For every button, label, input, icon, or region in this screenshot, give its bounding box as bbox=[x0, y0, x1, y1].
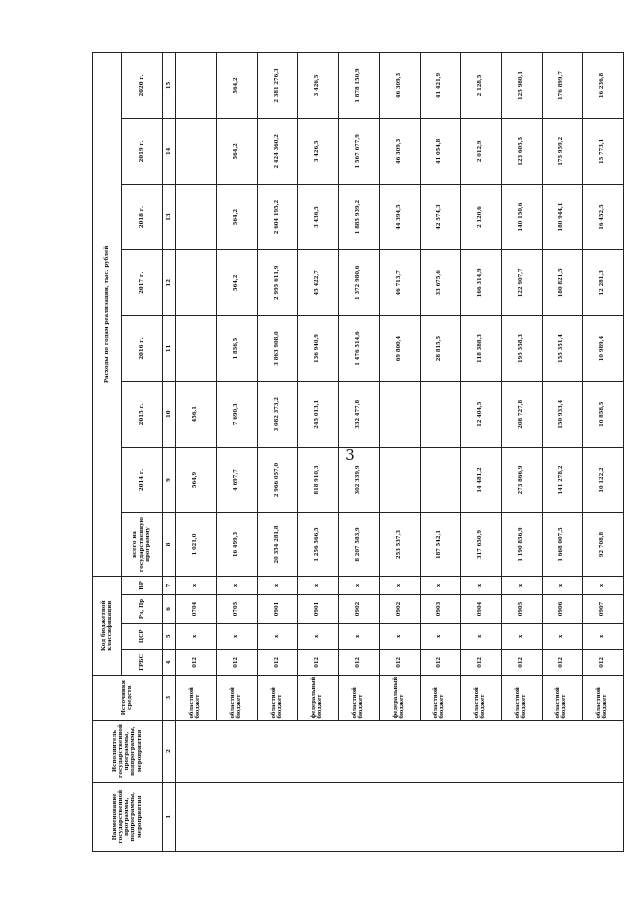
total-cell: 317 650,9 bbox=[461, 513, 502, 576]
total-cell: 92 708,8 bbox=[583, 513, 624, 576]
column-number: 10 bbox=[162, 381, 176, 447]
year-cell: 180 944,1 bbox=[542, 184, 583, 250]
source-cell: областной бюджет bbox=[420, 675, 461, 720]
rzpr-cell: 0903 bbox=[420, 595, 461, 624]
year-cell: 141 278,2 bbox=[542, 447, 583, 513]
column-number: 11 bbox=[162, 316, 176, 382]
header-year: 2020 г. bbox=[121, 53, 162, 119]
table-row bbox=[176, 53, 217, 852]
vr-cell: х bbox=[257, 576, 298, 595]
rzpr-cell: 0904 bbox=[461, 595, 502, 624]
grbs-cell: 012 bbox=[176, 649, 217, 675]
source-cell: федеральный бюджет bbox=[298, 675, 339, 720]
year-cell: 2 604 195,2 bbox=[257, 184, 298, 250]
vr-cell: х bbox=[176, 576, 217, 595]
year-cell: 2 424 360,2 bbox=[257, 118, 298, 184]
program-name-cell bbox=[176, 782, 624, 851]
year-cell: 166 314,9 bbox=[461, 250, 502, 316]
year-cell: 332 477,8 bbox=[339, 381, 380, 447]
year-cell: 1 372 980,6 bbox=[339, 250, 380, 316]
column-number: 9 bbox=[162, 447, 176, 513]
header-csr: ЦСР bbox=[121, 623, 162, 649]
csr-cell: х bbox=[501, 623, 542, 649]
csr-cell: х bbox=[583, 623, 624, 649]
vr-cell: х bbox=[298, 576, 339, 595]
year-cell: 28 815,5 bbox=[420, 316, 461, 382]
year-cell: 122 907,7 bbox=[501, 250, 542, 316]
column-number: 3 bbox=[162, 675, 176, 720]
total-cell: 253 537,3 bbox=[379, 513, 420, 576]
grbs-cell: 012 bbox=[420, 649, 461, 675]
year-cell: 10 989,4 bbox=[583, 316, 624, 382]
year-cell bbox=[176, 316, 217, 382]
rzpr-cell: 0902 bbox=[379, 595, 420, 624]
csr-cell: х bbox=[420, 623, 461, 649]
year-cell: 2 012,9 bbox=[461, 118, 502, 184]
grbs-cell: 012 bbox=[542, 649, 583, 675]
source-cell: областной бюджет bbox=[257, 675, 298, 720]
header-source: Источники средств bbox=[93, 675, 163, 720]
year-cell bbox=[379, 381, 420, 447]
rzpr-cell: 0906 bbox=[542, 595, 583, 624]
year-cell: 195 558,3 bbox=[501, 316, 542, 382]
vr-cell: х bbox=[339, 576, 380, 595]
header-year: 2019 г. bbox=[121, 118, 162, 184]
rzpr-cell: 0901 bbox=[257, 595, 298, 624]
year-cell: 136 940,9 bbox=[298, 316, 339, 382]
year-cell: 46 309,3 bbox=[379, 118, 420, 184]
total-cell: 1 668 007,5 bbox=[542, 513, 583, 576]
year-cell: 41 054,8 bbox=[420, 118, 461, 184]
year-cell: 44 394,5 bbox=[379, 184, 420, 250]
header-executor: Исполнитель государственной программы, подпрограммы, мероприятия bbox=[93, 720, 163, 782]
year-cell: 2 381 276,3 bbox=[257, 53, 298, 119]
csr-cell: х bbox=[339, 623, 380, 649]
year-cell: 45 422,7 bbox=[298, 250, 339, 316]
year-cell: 42 574,3 bbox=[420, 184, 461, 250]
header-rzpr: Рз, Пр bbox=[121, 595, 162, 624]
year-cell: 125 980,1 bbox=[501, 53, 542, 119]
year-cell bbox=[176, 118, 217, 184]
source-cell: областной бюджет bbox=[542, 675, 583, 720]
vr-cell: х bbox=[420, 576, 461, 595]
header-name: Наименование государственной программы, подпрограммы, мероприятия bbox=[93, 782, 163, 851]
source-cell: областной бюджет bbox=[583, 675, 624, 720]
rzpr-cell: 0902 bbox=[339, 595, 380, 624]
year-cell: 273 866,9 bbox=[501, 447, 542, 513]
year-cell: 175 959,2 bbox=[542, 118, 583, 184]
total-cell: 20 354 281,8 bbox=[257, 513, 298, 576]
source-cell: областной бюджет bbox=[217, 675, 258, 720]
year-cell: 564,9 bbox=[176, 447, 217, 513]
grbs-cell: 012 bbox=[339, 649, 380, 675]
csr-cell: х bbox=[379, 623, 420, 649]
year-cell: 564,2 bbox=[217, 250, 258, 316]
header-year: 2017 г. bbox=[121, 250, 162, 316]
year-cell: 3 082 373,2 bbox=[257, 381, 298, 447]
year-cell: 1 856,5 bbox=[217, 316, 258, 382]
year-cell: 12 404,5 bbox=[461, 381, 502, 447]
source-cell: федеральный бюджет bbox=[379, 675, 420, 720]
year-cell: 456,1 bbox=[176, 381, 217, 447]
vr-cell: х bbox=[583, 576, 624, 595]
year-cell: 33 675,6 bbox=[420, 250, 461, 316]
year-cell: 1 885 939,2 bbox=[339, 184, 380, 250]
header-year: 2016 г. bbox=[121, 316, 162, 382]
year-cell: 4 697,7 bbox=[217, 447, 258, 513]
year-cell: 245 013,1 bbox=[298, 381, 339, 447]
year-cell bbox=[420, 381, 461, 447]
year-cell: 41 421,9 bbox=[420, 53, 461, 119]
year-cell: 3 863 908,0 bbox=[257, 316, 298, 382]
csr-cell: х bbox=[217, 623, 258, 649]
year-cell: 46 713,7 bbox=[379, 250, 420, 316]
year-cell: 46 309,3 bbox=[379, 53, 420, 119]
year-cell: 2 128,5 bbox=[461, 53, 502, 119]
header-year: 2015 г. bbox=[121, 381, 162, 447]
column-number: 5 bbox=[162, 623, 176, 649]
year-cell: 16 236,8 bbox=[583, 53, 624, 119]
column-number: 12 bbox=[162, 250, 176, 316]
csr-cell: х bbox=[298, 623, 339, 649]
vr-cell: х bbox=[217, 576, 258, 595]
source-cell: областной бюджет bbox=[339, 675, 380, 720]
year-cell: 208 727,8 bbox=[501, 381, 542, 447]
year-cell: 3 426,5 bbox=[298, 118, 339, 184]
year-cell: 123 605,5 bbox=[501, 118, 542, 184]
year-cell: 564,2 bbox=[217, 118, 258, 184]
rzpr-cell: 0901 bbox=[298, 595, 339, 624]
year-cell bbox=[176, 53, 217, 119]
year-cell: 2 995 611,9 bbox=[257, 250, 298, 316]
year-cell: 1 567 677,9 bbox=[339, 118, 380, 184]
year-cell: 12 281,3 bbox=[583, 250, 624, 316]
year-cell: 564,2 bbox=[217, 53, 258, 119]
column-number: 13 bbox=[162, 184, 176, 250]
year-cell: 3 426,5 bbox=[298, 53, 339, 119]
column-number: 14 bbox=[162, 118, 176, 184]
header-total: всего на государственную программу bbox=[121, 513, 162, 576]
year-cell: 564,2 bbox=[217, 184, 258, 250]
source-cell: областной бюджет bbox=[501, 675, 542, 720]
year-cell: 2 966 057,0 bbox=[257, 447, 298, 513]
column-number: 15 bbox=[162, 53, 176, 119]
total-cell: 16 499,3 bbox=[217, 513, 258, 576]
column-number: 7 bbox=[162, 576, 176, 595]
header-grbs: ГРБС bbox=[121, 649, 162, 675]
csr-cell: х bbox=[176, 623, 217, 649]
year-cell: 3 436,5 bbox=[298, 184, 339, 250]
header-year: 2014 г. bbox=[121, 447, 162, 513]
page-number: 3 bbox=[345, 446, 355, 464]
year-cell: 150 933,4 bbox=[542, 381, 583, 447]
rzpr-cell: 0705 bbox=[217, 595, 258, 624]
year-cell: 302 339,9 bbox=[339, 447, 380, 513]
column-number: 2 bbox=[162, 720, 176, 782]
header-expenses: Расходы по годам реализации, тыс. рублей bbox=[93, 53, 122, 577]
grbs-cell: 012 bbox=[298, 649, 339, 675]
grbs-cell: 012 bbox=[379, 649, 420, 675]
year-cell bbox=[176, 184, 217, 250]
rzpr-cell: 0905 bbox=[501, 595, 542, 624]
year-cell: 118 388,3 bbox=[461, 316, 502, 382]
year-cell: 16 452,5 bbox=[583, 184, 624, 250]
vr-cell: х bbox=[501, 576, 542, 595]
budget-table-rotated bbox=[92, 52, 624, 852]
year-cell: 180 821,5 bbox=[542, 250, 583, 316]
vr-cell: х bbox=[542, 576, 583, 595]
year-cell: 818 910,3 bbox=[298, 447, 339, 513]
vr-cell: х bbox=[379, 576, 420, 595]
header-vr: ВР bbox=[121, 576, 162, 595]
year-cell bbox=[379, 447, 420, 513]
source-cell: областной бюджет bbox=[461, 675, 502, 720]
total-cell: 187 542,1 bbox=[420, 513, 461, 576]
column-number: 4 bbox=[162, 649, 176, 675]
header-budget-code: Код бюджетной классификации bbox=[93, 576, 122, 675]
year-cell: 7 690,3 bbox=[217, 381, 258, 447]
executor-cell bbox=[176, 720, 624, 782]
total-cell: 8 207 583,9 bbox=[339, 513, 380, 576]
column-number: 6 bbox=[162, 595, 176, 624]
vr-cell: х bbox=[461, 576, 502, 595]
year-cell: 15 773,1 bbox=[583, 118, 624, 184]
grbs-cell: 012 bbox=[461, 649, 502, 675]
grbs-cell: 012 bbox=[501, 649, 542, 675]
grbs-cell: 012 bbox=[257, 649, 298, 675]
year-cell bbox=[420, 447, 461, 513]
total-cell: 1 256 566,5 bbox=[298, 513, 339, 576]
year-cell: 10 122,2 bbox=[583, 447, 624, 513]
year-cell: 1 878 150,9 bbox=[339, 53, 380, 119]
total-cell: 1 021,0 bbox=[176, 513, 217, 576]
year-cell: 14 481,2 bbox=[461, 447, 502, 513]
year-cell: 2 120,6 bbox=[461, 184, 502, 250]
header-year: 2018 г. bbox=[121, 184, 162, 250]
total-cell: 1 190 856,9 bbox=[501, 513, 542, 576]
year-cell: 1 476 514,6 bbox=[339, 316, 380, 382]
budget-table bbox=[92, 52, 624, 852]
year-cell: 10 858,5 bbox=[583, 381, 624, 447]
year-cell: 140 150,6 bbox=[501, 184, 542, 250]
column-number: 8 bbox=[162, 513, 176, 576]
year-cell: 69 800,4 bbox=[379, 316, 420, 382]
grbs-cell: 012 bbox=[583, 649, 624, 675]
csr-cell: х bbox=[461, 623, 502, 649]
rzpr-cell: 0704 bbox=[176, 595, 217, 624]
csr-cell: х bbox=[542, 623, 583, 649]
grbs-cell: 012 bbox=[217, 649, 258, 675]
year-cell: 155 351,4 bbox=[542, 316, 583, 382]
year-cell bbox=[176, 250, 217, 316]
column-number: 1 bbox=[162, 782, 176, 851]
year-cell: 176 899,7 bbox=[542, 53, 583, 119]
source-cell: областной бюджет bbox=[176, 675, 217, 720]
csr-cell: х bbox=[257, 623, 298, 649]
rzpr-cell: 0907 bbox=[583, 595, 624, 624]
